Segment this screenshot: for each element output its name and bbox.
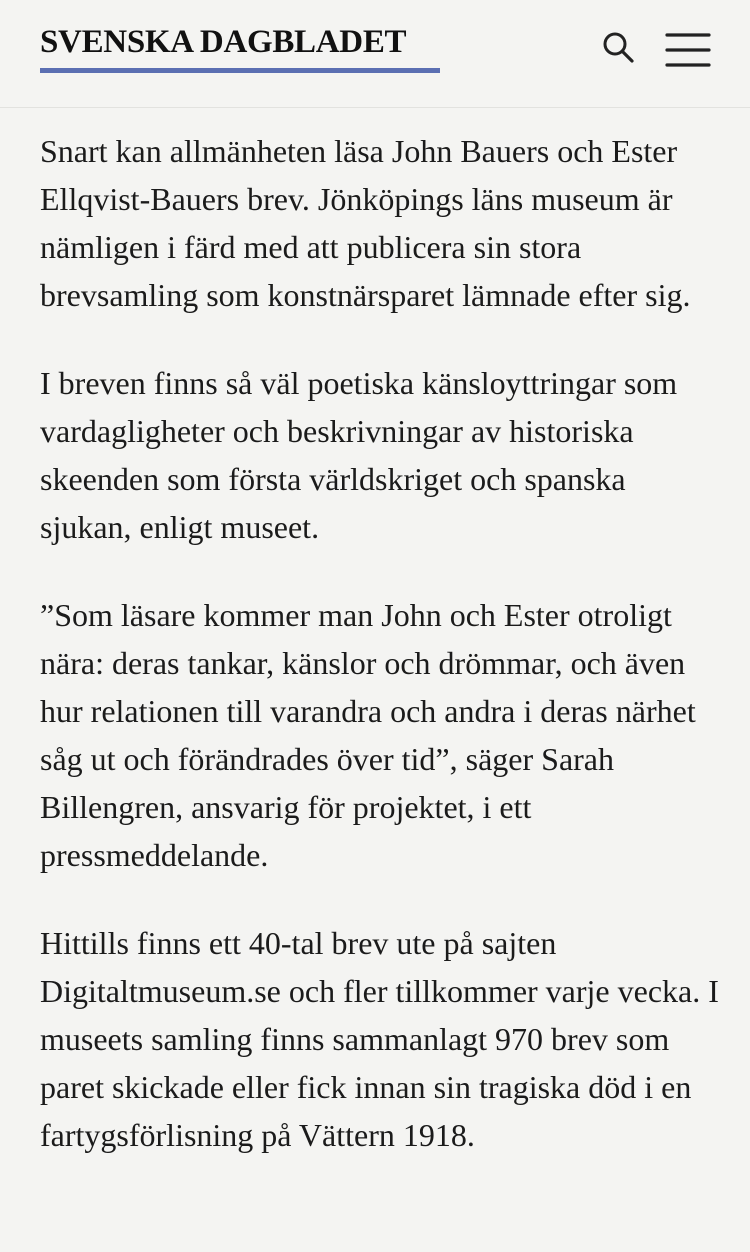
article-paragraph: ”Som läsare kommer man John och Ester otroligt nära: deras tankar, känslor och drömmar, och även hur relationen till varandra och andra i deras närhet såg ut och förändrades över tid”, säger Sarah Billengren, ansvarig för projektet, i ett pressmeddelande. [40,597,696,873]
hamburger-menu-icon[interactable] [664,30,712,70]
article-body [40,127,720,1199]
site-header [0,0,750,108]
logo-underline [40,68,440,73]
article-paragraph: Snart kan allmänheten läsa John Bauers och Ester Ellqvist-Bauers brev. Jönköpings läns museum är nämligen i färd med att publicera sin stora brevsamling som konstnärsparet lämnade efter sig. [40,133,691,313]
search-icon[interactable] [598,28,638,68]
site-logo[interactable]: SVENSKA DAGBLADET [40,24,407,60]
article-paragraph: Hittills finns ett 40-tal brev ute på sajten Digitaltmuseum.se och fler tillkommer varje vecka. I museets samling finns sammanlagt 970 brev som paret skickade eller fick innan sin tragiska död i en fartygsförlisning på Vättern 1918. [40,925,719,1153]
article-paragraph: I breven finns så väl poetiska känsloyttringar som vardagligheter och beskrivningar av historiska skeenden som första världskriget och spanska sjukan, enligt museet. [40,365,678,545]
